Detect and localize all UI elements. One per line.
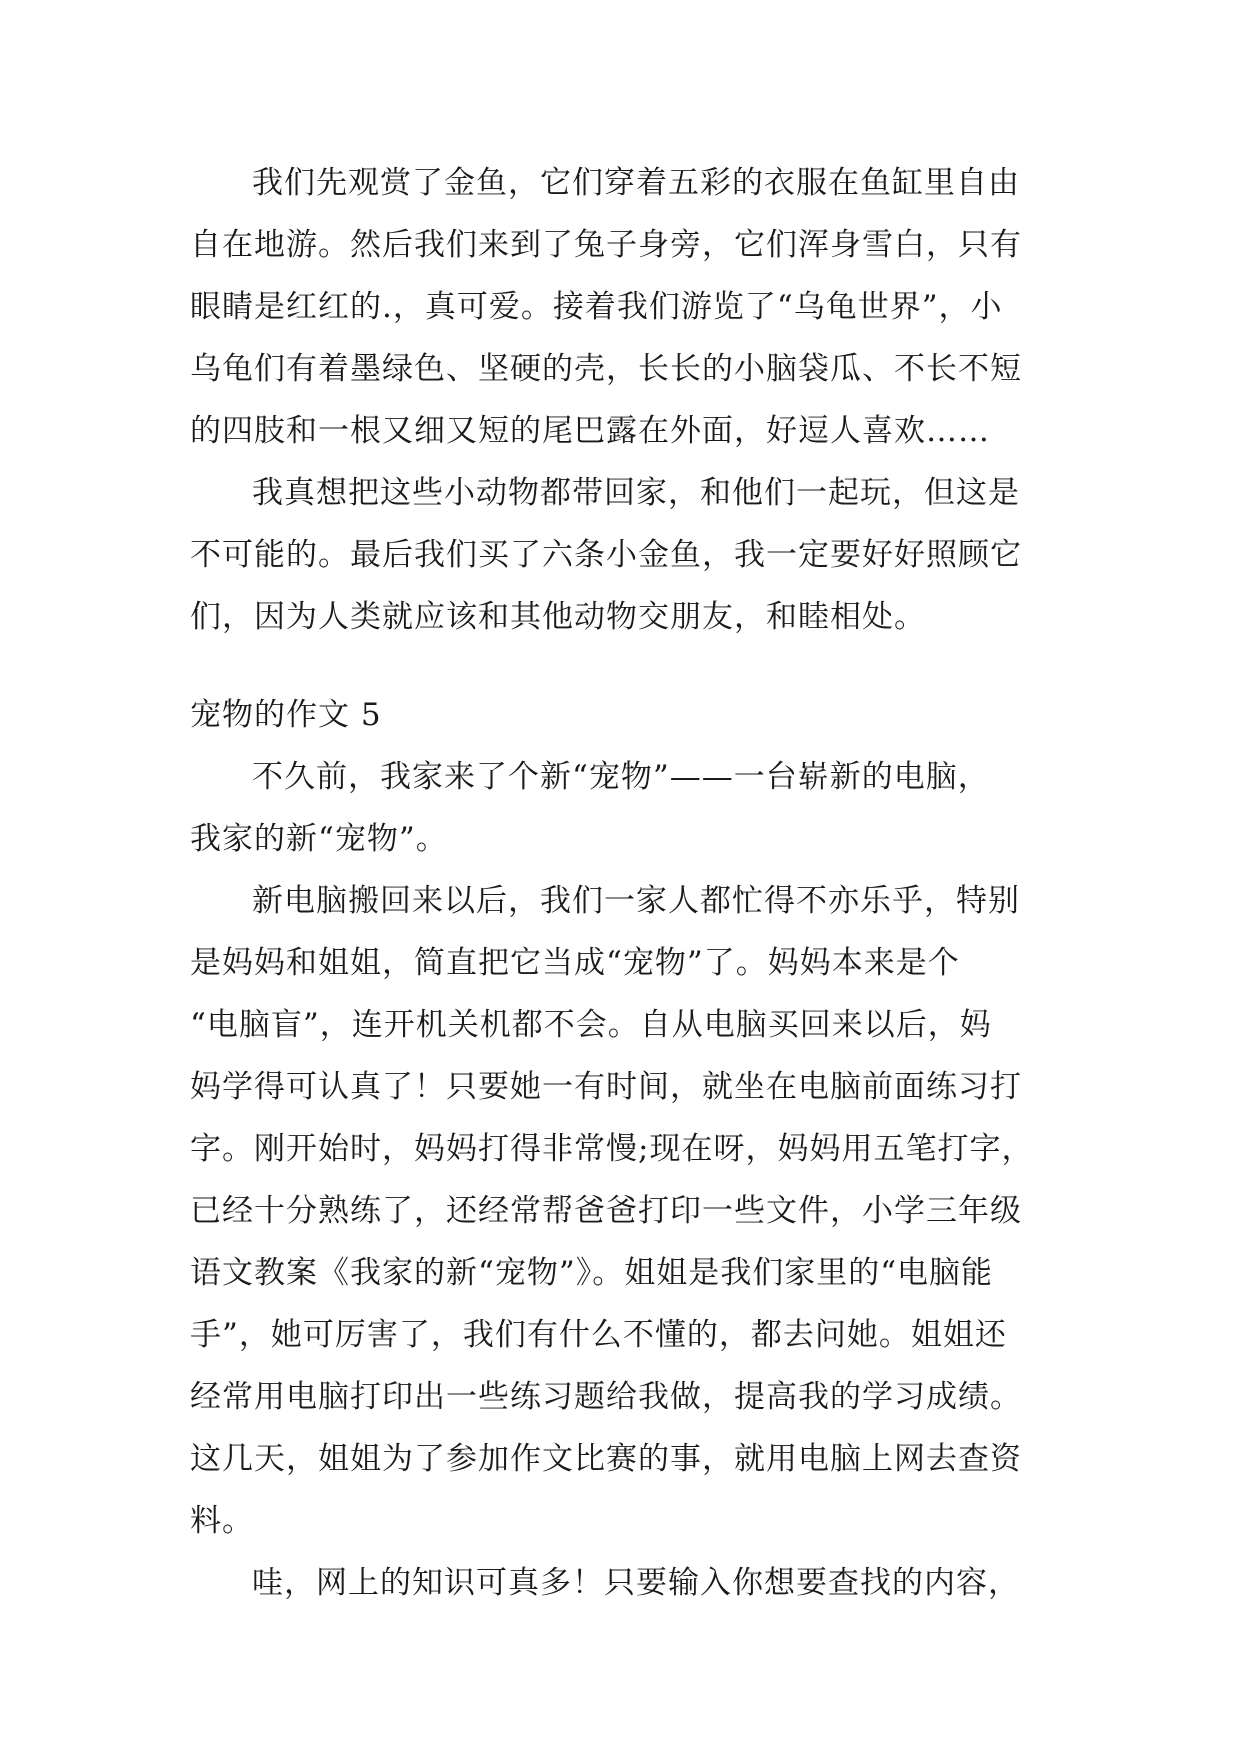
paragraph-line: 语文教案《我家的新“宠物”》。姐姐是我们家里的“电脑能	[190, 1255, 994, 1291]
paragraph-line: 经常用电脑打印出一些练习题给我做，提高我的学习成绩。	[190, 1379, 1022, 1415]
paragraph-internet	[190, 1552, 1070, 1614]
paragraph-line: 我真想把这些小动物都带回家，和他们一起玩，但这是	[252, 475, 1020, 511]
paragraph-computer-family	[190, 870, 1070, 1552]
paragraph-line: 我们先观赏了金鱼，它们穿着五彩的衣服在鱼缸里自由	[252, 165, 1020, 201]
paragraph-line: 新电脑搬回来以后，我们一家人都忙得不亦乐乎，特别	[252, 883, 1020, 919]
paragraph-line: 不可能的。最后我们买了六条小金鱼，我一定要好好照顾它	[190, 537, 1022, 573]
paragraph-line: 哇，网上的知识可真多！只要输入你想要查找的内容，	[252, 1565, 1020, 1601]
paragraph-line: 的四肢和一根又细又短的尾巴露在外面，好逗人喜欢……	[190, 413, 990, 449]
paragraph-line: 已经十分熟练了，还经常帮爸爸打印一些文件，小学三年级	[190, 1193, 1022, 1229]
section-title: 宠物的作文 5	[190, 697, 382, 733]
paragraph-line: 们，因为人类就应该和其他动物交朋友，和睦相处。	[190, 599, 926, 635]
paragraph-line: 自在地游。然后我们来到了兔子身旁，它们浑身雪白，只有	[190, 227, 1022, 263]
paragraph-line: 字。刚开始时，妈妈打得非常慢;现在呀，妈妈用五笔打字，	[190, 1131, 1034, 1167]
paragraph-line: 眼睛是红红的.，真可爱。接着我们游览了“乌龟世界”，小	[190, 289, 1003, 325]
paragraph-line: 不久前，我家来了个新“宠物”——一台崭新的电脑，	[252, 759, 990, 795]
paragraph-take-home	[190, 462, 1070, 648]
paragraph-line: 料。	[190, 1503, 254, 1539]
paragraph-line: 是妈妈和姐姐，简直把它当成“宠物”了。妈妈本来是个	[190, 945, 960, 981]
paragraph-line: 我家的新“宠物”。	[190, 821, 448, 857]
paragraph-new-pet-intro	[190, 746, 1070, 870]
paragraph-line: “电脑盲”，连开机关机都不会。自从电脑买回来以后，妈	[190, 1007, 992, 1043]
paragraph-line: 乌龟们有着墨绿色、坚硬的壳，长长的小脑袋瓜、不长不短	[190, 351, 1022, 387]
paragraph-goldfish	[190, 152, 1070, 462]
paragraph-line: 这几天，姐姐为了参加作文比赛的事，就用电脑上网去查资	[190, 1441, 1022, 1477]
paragraph-line: 手”，她可厉害了，我们有什么不懂的，都去问她。姐姐还	[190, 1317, 1007, 1353]
paragraph-line: 妈学得可认真了！只要她一有时间，就坐在电脑前面练习打	[190, 1069, 1022, 1105]
